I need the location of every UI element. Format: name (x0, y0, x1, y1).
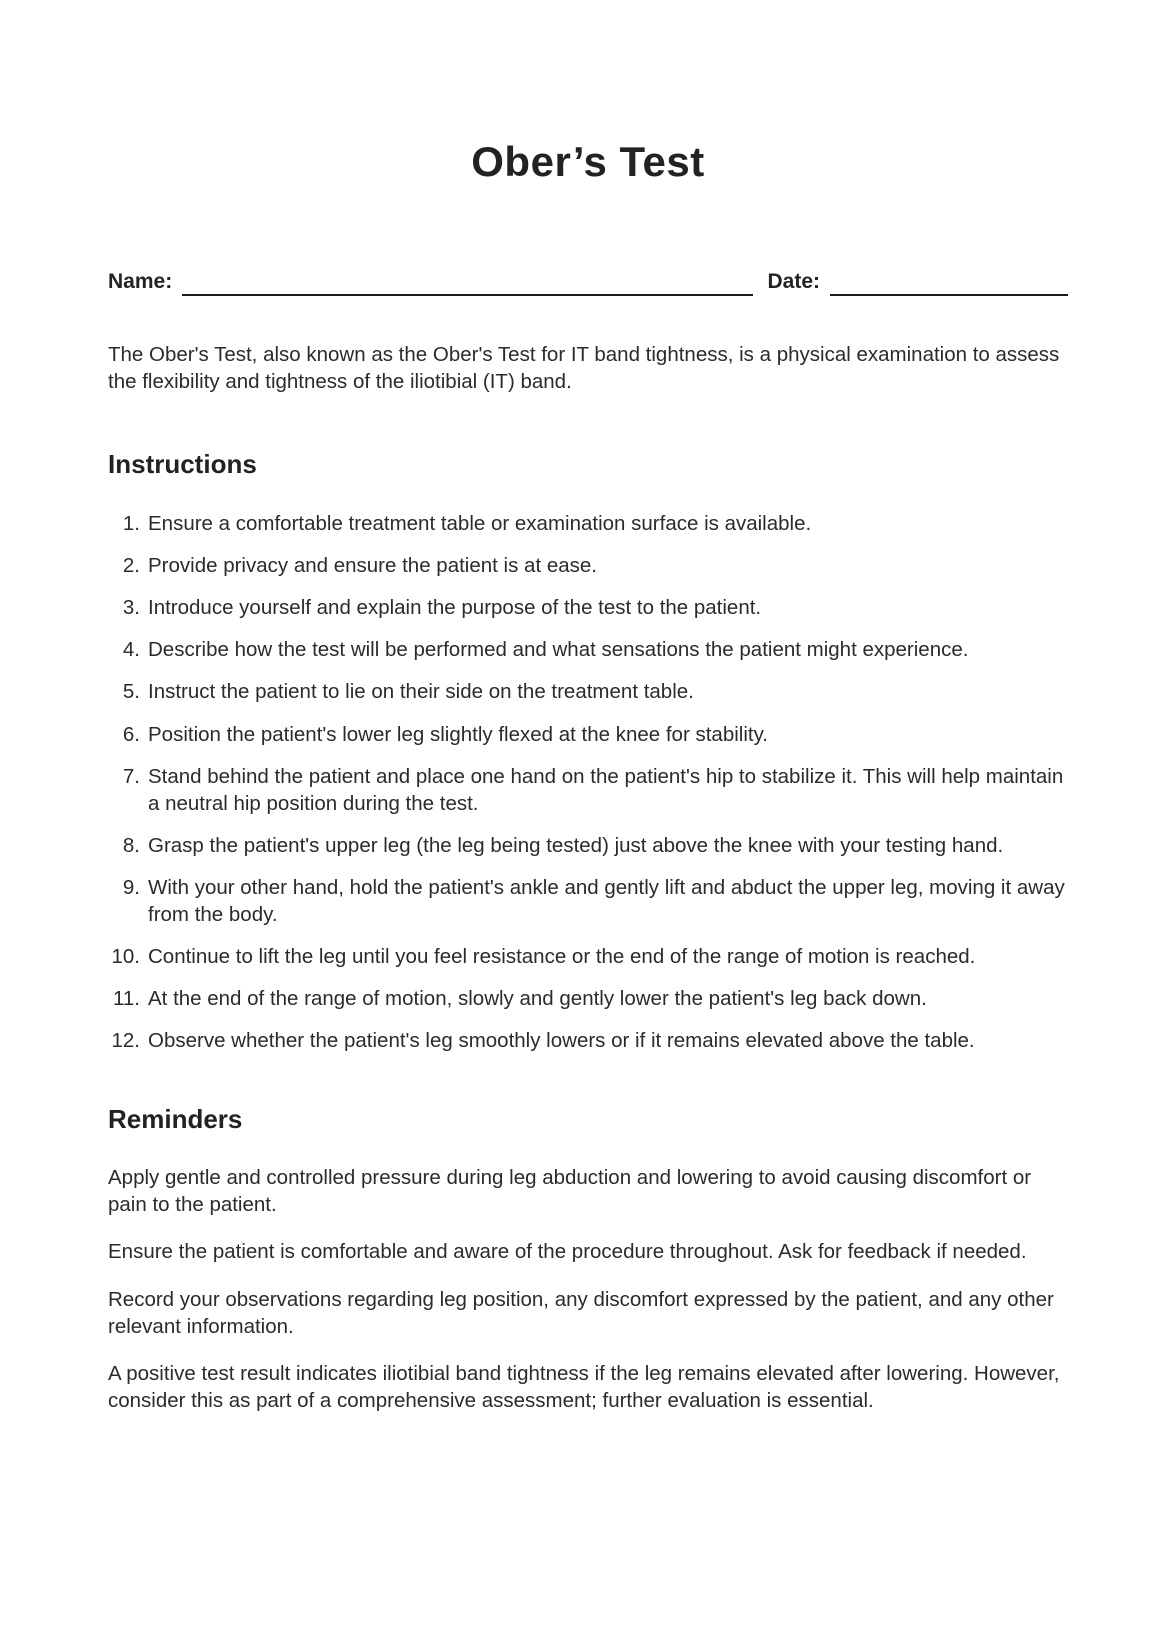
instruction-step (102, 594, 1068, 621)
step-text: Instruct the patient to lie on their side on the treatment table. (148, 680, 694, 704)
step-text: Grasp the patient's upper leg (the leg being tested) just above the knee with your testing hand. (148, 833, 1004, 857)
step-number: 7. (122, 764, 140, 788)
name-date-row (108, 270, 1068, 296)
step-text: Ensure a comfortable treatment table or examination surface is available. (148, 512, 812, 536)
reminder-paragraph: Ensure the patient is comfortable and aware of the procedure throughout. Ask for feedback if needed. (108, 1240, 1027, 1264)
date-label: Date: (767, 270, 820, 293)
intro-paragraph: The Ober's Test, also known as the Ober's Test for IT band tightness, is a physical examination to assess the flexibility and tightness of the iliotibial (IT) band. (108, 343, 1060, 393)
step-number: 9. (122, 875, 140, 899)
instruction-step (102, 636, 1068, 663)
step-number: 1. (122, 512, 140, 536)
step-number: 5. (122, 680, 140, 704)
name-label: Name: (108, 270, 173, 293)
instruction-step (102, 832, 1068, 859)
step-text: Stand behind the patient and place one hand on the patient's hip to stabilize it. This will help maintain a neutral hip position during the test. (148, 764, 1064, 815)
step-text: Introduce yourself and explain the purpose of the test to the patient. (148, 596, 762, 620)
instruction-step (102, 721, 1068, 748)
reminders-section (108, 1104, 1068, 1414)
page-title: Ober’s Test (471, 138, 705, 185)
step-text: Observe whether the patient's leg smoothly lowers or if it remains elevated above the table. (148, 1028, 975, 1052)
instruction-step (102, 874, 1068, 928)
reminder-paragraph: Record your observations regarding leg position, any discomfort expressed by the patient, and any other relevant information. (108, 1287, 1054, 1338)
instruction-step (102, 943, 1068, 970)
reminders-heading: Reminders (108, 1103, 243, 1134)
instruction-step (102, 985, 1068, 1012)
instruction-step (102, 763, 1068, 817)
step-text: Position the patient's lower leg slightly flexed at the knee for stability. (148, 722, 769, 746)
instructions-heading: Instructions (108, 449, 257, 480)
instruction-step (102, 510, 1068, 537)
step-number: 3. (122, 596, 140, 620)
step-text: With your other hand, hold the patient's ankle and gently lift and abduct the upper leg, moving it away from the body. (148, 875, 1065, 926)
instruction-step (102, 1027, 1068, 1054)
instructions-list (102, 510, 1068, 1054)
step-number: 10. (111, 944, 140, 968)
date-field-line[interactable] (830, 270, 1068, 296)
step-text: Describe how the test will be performed and what sensations the patient might experience. (148, 638, 969, 662)
step-number: 8. (122, 833, 140, 857)
step-number: 4. (122, 638, 140, 662)
step-number: 11. (113, 986, 140, 1010)
step-text: Continue to lift the leg until you feel resistance or the end of the range of motion is reached. (148, 944, 976, 968)
step-text: At the end of the range of motion, slowly and gently lower the patient's leg back down. (148, 986, 927, 1010)
instruction-step (102, 678, 1068, 705)
step-number: 6. (122, 722, 140, 746)
reminder-paragraph: A positive test result indicates iliotibial band tightness if the leg remains elevated after lowering. However, consider this as part of a comprehensive assessment; further evaluation is essential. (108, 1362, 1060, 1412)
step-text: Provide privacy and ensure the patient is at ease. (148, 554, 597, 578)
reminder-paragraph: Apply gentle and controlled pressure during leg abduction and lowering to avoid causing discomfort or pain to the patient. (108, 1165, 1032, 1216)
step-number: 2. (122, 554, 140, 578)
name-field-line[interactable] (182, 270, 753, 296)
instruction-step (102, 552, 1068, 579)
step-number: 12. (111, 1028, 140, 1052)
